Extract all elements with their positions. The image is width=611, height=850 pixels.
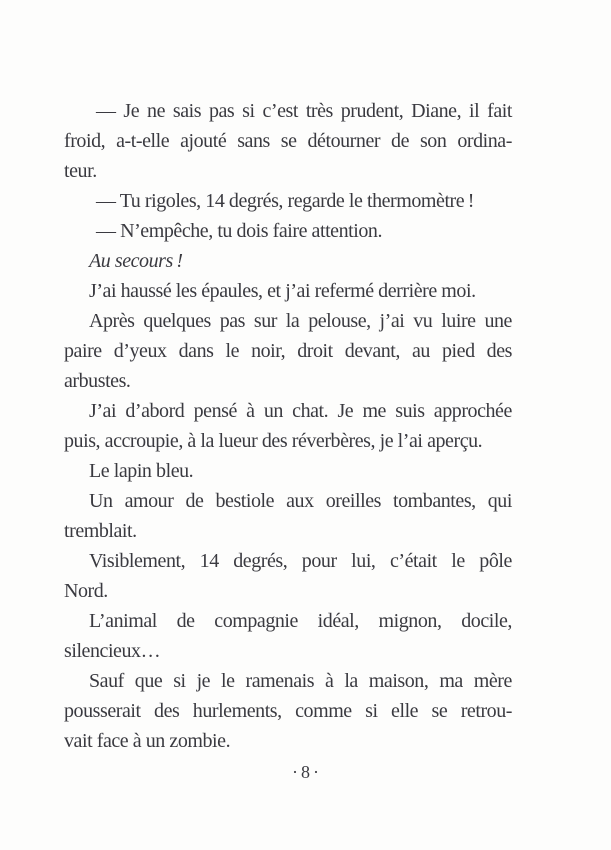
word: à [324, 670, 334, 692]
word: pelouse, [308, 310, 371, 332]
word: c’était [389, 550, 437, 572]
word: si [242, 100, 255, 122]
word: il [469, 100, 480, 122]
word: Diane, [411, 100, 462, 122]
word: droit [297, 340, 333, 362]
word: de [391, 130, 410, 152]
word: ramenais [245, 670, 315, 692]
word: à [246, 400, 255, 422]
word: ordina- [457, 130, 512, 152]
word: elle [391, 700, 419, 722]
word: Je [337, 400, 354, 422]
word: J’ai [89, 400, 117, 422]
text-line: Nord. [64, 580, 108, 602]
word: ajouté [180, 130, 227, 152]
text-line [64, 96, 512, 126]
word: vu [413, 310, 433, 332]
word: des [486, 340, 512, 362]
word: a-t-elle [116, 130, 170, 152]
word: devant, [344, 340, 400, 362]
text-line [64, 666, 512, 696]
text-line: Le lapin bleu. [89, 460, 194, 482]
word: Visiblement, [89, 550, 186, 572]
text-line: teur. [64, 160, 97, 182]
word: retrou- [460, 700, 512, 722]
word: pôle [479, 550, 512, 572]
text-line [64, 126, 512, 156]
word: une [484, 310, 512, 332]
word: la [344, 670, 358, 692]
text-line: tremblait. [64, 520, 137, 542]
word: tombantes, [393, 490, 476, 512]
word: amour [124, 490, 174, 512]
word: que [134, 670, 163, 692]
word: au [411, 340, 430, 362]
word: pas [208, 100, 235, 122]
word: lui, [351, 550, 376, 572]
text-line [64, 336, 512, 366]
word: sais [172, 100, 202, 122]
text-line [64, 606, 512, 636]
text-line [64, 396, 512, 426]
word: le [221, 670, 235, 692]
word: oreilles [325, 490, 381, 512]
word: de [185, 490, 204, 512]
word: me [362, 400, 386, 422]
word: j’ai [379, 310, 405, 332]
word: mignon, [378, 610, 442, 632]
word: sans [237, 130, 270, 152]
word: le [451, 550, 465, 572]
word: degrés, [233, 550, 288, 572]
word: ne [147, 100, 166, 122]
word: idéal, [317, 610, 359, 632]
word: aux [286, 490, 314, 512]
word: Un [89, 490, 113, 512]
word: d’abord [125, 400, 185, 422]
word: si [173, 670, 186, 692]
word: sur [253, 310, 277, 332]
word: d’yeux [113, 340, 167, 362]
text-line: puis, accroupie, à la lueur des réverbères, je l’ai aperçu. [64, 430, 483, 452]
word: un [263, 400, 283, 422]
word: je [196, 670, 211, 692]
word: fait [487, 100, 512, 122]
word: Après [89, 310, 135, 332]
word: pied [441, 340, 475, 362]
word: paire [64, 340, 102, 362]
text-line: silencieux… [64, 640, 161, 662]
word: qui [487, 490, 512, 512]
word: se [280, 130, 297, 152]
word: Sauf [89, 670, 124, 692]
word: dans [178, 340, 214, 362]
word: si [365, 700, 378, 722]
word: c’est [262, 100, 298, 122]
text-line [64, 306, 512, 336]
word: pour [301, 550, 337, 572]
word: pas [219, 310, 246, 332]
word: la [285, 310, 300, 332]
word: suis [395, 400, 425, 422]
page-number: ·8· [292, 762, 322, 782]
word: noir, [251, 340, 286, 362]
word: comme [295, 700, 352, 722]
word: docile, [461, 610, 512, 632]
word: 14 [199, 550, 219, 572]
word: luire [441, 310, 476, 332]
text-line: vait face à un zombie. [64, 730, 231, 752]
text-line [64, 696, 512, 726]
word: mère [473, 670, 512, 692]
word: quelques [143, 310, 211, 332]
word: le [225, 340, 240, 362]
word: pensé [193, 400, 237, 422]
word: de [176, 610, 195, 632]
word: hurlements, [192, 700, 282, 722]
word: se [431, 700, 448, 722]
word: approchée [433, 400, 512, 422]
word: compagnie [214, 610, 298, 632]
word: pousserait [64, 700, 141, 722]
text-line: — N’empêche, tu dois faire attention. [96, 220, 383, 242]
word: bestiole [215, 490, 275, 512]
word: Je [123, 100, 140, 122]
text-line: — Tu rigoles, 14 degrés, regarde le thermomètre ! [96, 190, 474, 212]
text-line [64, 546, 512, 576]
word: ma [439, 670, 463, 692]
word: son [419, 130, 447, 152]
word: froid, [64, 130, 106, 152]
word: — [96, 100, 116, 122]
text-line: J’ai haussé les épaules, et j’ai refermé derrière moi. [89, 280, 476, 302]
word: maison, [368, 670, 429, 692]
word: L’animal [89, 610, 157, 632]
word: détourner [307, 130, 381, 152]
word: des [154, 700, 180, 722]
text-line: Au secours ! [89, 250, 183, 272]
word: prudent, [340, 100, 404, 122]
text-line: arbustes. [64, 370, 131, 392]
word: très [305, 100, 333, 122]
text-line [64, 486, 512, 516]
word: chat. [292, 400, 329, 422]
